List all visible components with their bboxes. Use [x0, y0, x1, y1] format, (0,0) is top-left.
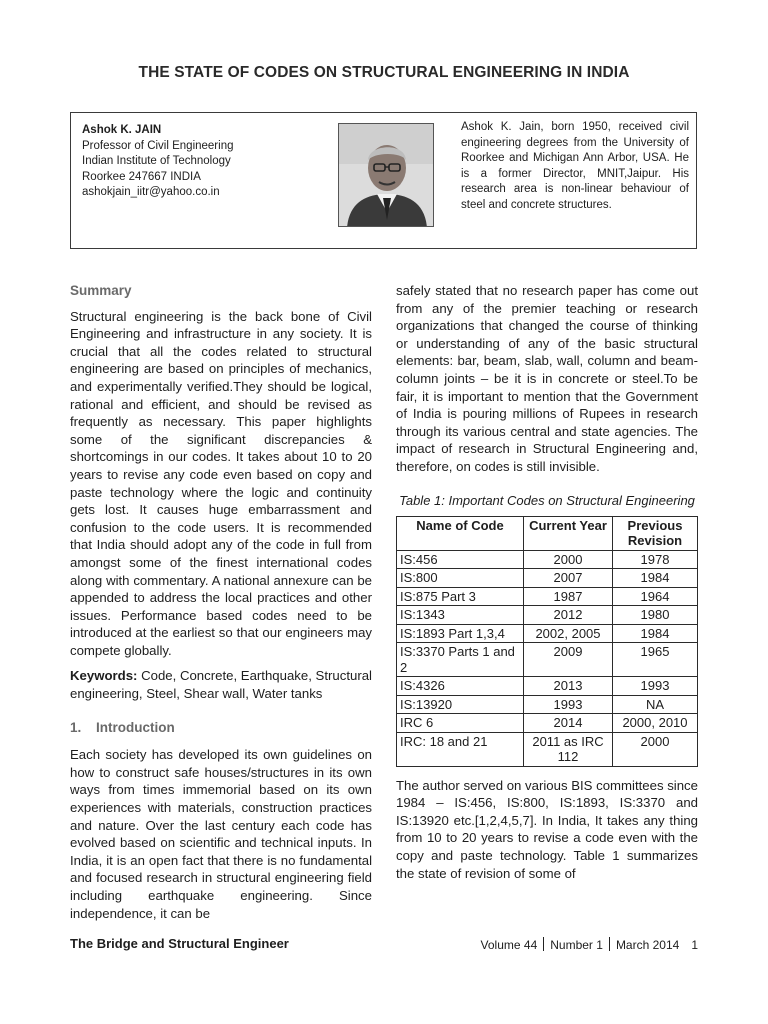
table-cell: IS:800 — [397, 569, 524, 588]
keywords-label: Keywords: — [70, 668, 138, 684]
table-row — [397, 569, 698, 588]
separator — [609, 937, 610, 951]
page-number: 1 — [691, 938, 698, 952]
table-row — [397, 587, 698, 606]
table-cell: 1993 — [524, 695, 613, 714]
table-cell: 2011 as IRC 112 — [524, 732, 613, 766]
author-photo — [338, 123, 434, 227]
keywords-paragraph — [70, 667, 372, 702]
table-cell: 1980 — [613, 606, 698, 625]
table-row — [397, 695, 698, 714]
author-portrait-icon — [339, 124, 434, 227]
table-cell: 1987 — [524, 587, 613, 606]
table-row — [397, 732, 698, 766]
codes-table — [396, 516, 698, 767]
table-cell: IS:3370 Parts 1 and 2 — [397, 643, 524, 677]
table-cell: 2009 — [524, 643, 613, 677]
table-cell: 2000, 2010 — [613, 714, 698, 733]
table-cell: 1984 — [613, 624, 698, 643]
author-box — [70, 112, 697, 249]
author-affiliation-line: Indian Institute of Technology — [82, 155, 231, 167]
table-cell: IRC: 18 and 21 — [397, 732, 524, 766]
table-cell: 2000 — [524, 550, 613, 569]
journal-name: The Bridge and Structural Engineer — [70, 936, 289, 951]
table-row — [397, 677, 698, 696]
table-cell: 1984 — [613, 569, 698, 588]
volume: Volume 44 — [480, 938, 538, 952]
section-number: 1. — [70, 719, 82, 735]
table-row — [397, 643, 698, 677]
keywords-list: Code, Concrete, Earthquake, Structural engineering, Steel, Shear wall, Water tanks — [70, 668, 372, 702]
table-cell: IS:4326 — [397, 677, 524, 696]
separator — [543, 937, 544, 951]
right-column — [396, 282, 698, 882]
table-cell: 1993 — [613, 677, 698, 696]
table-cell: 2012 — [524, 606, 613, 625]
table-cell: 2000 — [613, 732, 698, 766]
author-name: Ashok K. JAIN — [82, 124, 162, 136]
author-email: ashokjain_iitr@yahoo.co.in — [82, 186, 220, 198]
table-cell: 1965 — [613, 643, 698, 677]
table-row — [397, 606, 698, 625]
table-header-cell: Current Year — [524, 516, 613, 550]
table-cell: 1978 — [613, 550, 698, 569]
table-caption: Table 1: Important Codes on Structural Engineering — [399, 492, 695, 508]
table-cell: 2007 — [524, 569, 613, 588]
intro-text-right: safely stated that no research paper has come out from any of the premier teaching or research organizations that changed the course of thinking or understanding of any of the basic structural elements: bar, beam, slab, wall, column and beam-column joints – be it is in concrete or steel.To be fair, it is important to mention that the Government of India is pouring millions of Rupees in research through its various central and state agencies. The impact of research in Structural Engineering and, therefore, on codes is still invisible. — [396, 283, 698, 474]
paper-title: THE STATE OF CODES ON STRUCTURAL ENGINEERING IN INDIA — [138, 64, 630, 81]
table-cell: IS:456 — [397, 550, 524, 569]
table-cell: IS:875 Part 3 — [397, 587, 524, 606]
section-title: Introduction — [96, 719, 175, 735]
introduction-heading — [70, 719, 372, 737]
table-cell: IS:1893 Part 1,3,4 — [397, 624, 524, 643]
left-column — [70, 282, 372, 922]
author-affiliation-line: Professor of Civil Engineering — [82, 139, 234, 152]
issue-info — [481, 937, 698, 952]
after-table-text: The author served on various BIS committees since 1984 – IS:456, IS:800, IS:1893, IS:3370 and IS:13920 etc.[1,2,4,5,7]. In India, It takes any thing from 10 to 20 years to revise a code even with the copy and paste technology. Table 1 summarizes the state of revision of some of — [396, 777, 698, 881]
table-cell: IS:13920 — [397, 695, 524, 714]
issue-number: Number 1 — [550, 938, 603, 952]
table-cell: NA — [613, 695, 698, 714]
table-cell: IS:1343 — [397, 606, 524, 625]
table-cell: 2013 — [524, 677, 613, 696]
table-row — [397, 714, 698, 733]
issue-date: March 2014 — [615, 938, 680, 952]
table-cell: IRC 6 — [397, 714, 524, 733]
table-cell: 2014 — [524, 714, 613, 733]
table-row — [397, 550, 698, 569]
summary-text: Structural engineering is the back bone of Civil Engineering and infrastructure in any society. It is crucial that all the codes related to structural engineering are based on principles of mechanics, and experimentally verified.They should be logical, rational and efficient, and should be revised as frequently as necessary. This paper highlights some of the significant discrepancies & shortcomings in our codes. It takes about 10 to 20 years to revise any code even based on copy and paste technology where the logic and continuity gets lost. It causes huge embarrassment and confusion to the code users. It is recommended that India should adopt any of the code in full from amongst some of the finest international codes along with commentary. A national annexure can be appended to address the local practices and other issues. Performance based codes need to be introduced at the earliest so that our engineers may compete globally. — [70, 308, 372, 658]
table-header-cell: Name of Code — [397, 516, 524, 550]
table-header-cell: Previous Revision — [613, 516, 698, 550]
author-affiliation-line: Roorkee 247667 INDIA — [82, 170, 201, 183]
table-header-row — [397, 516, 698, 550]
table-cell: 1964 — [613, 587, 698, 606]
author-bio: Ashok K. Jain, born 1950, received civil engineering degrees from the University of Roorkee and Michigan Ann Arbor, USA. He is a former Director, MNIT,Jaipur. His research area is non-linear behaviour of steel and concrete structures. — [461, 121, 689, 211]
summary-heading: Summary — [70, 283, 132, 298]
table-cell: 2002, 2005 — [524, 624, 613, 643]
author-info — [82, 123, 234, 201]
table-row — [397, 624, 698, 643]
intro-text-left: Each society has developed its own guidelines on how to construct safe houses/structures in its own ways from times immemorial based on its own experiences with materials, construction practices and nature. Over the last century each code has evolved based on scientific and technical inputs. In India, it is an open fact that there is no fundamental and focused research in structural engineering field including earthquake engineering. Since independence, it can be — [70, 747, 372, 921]
